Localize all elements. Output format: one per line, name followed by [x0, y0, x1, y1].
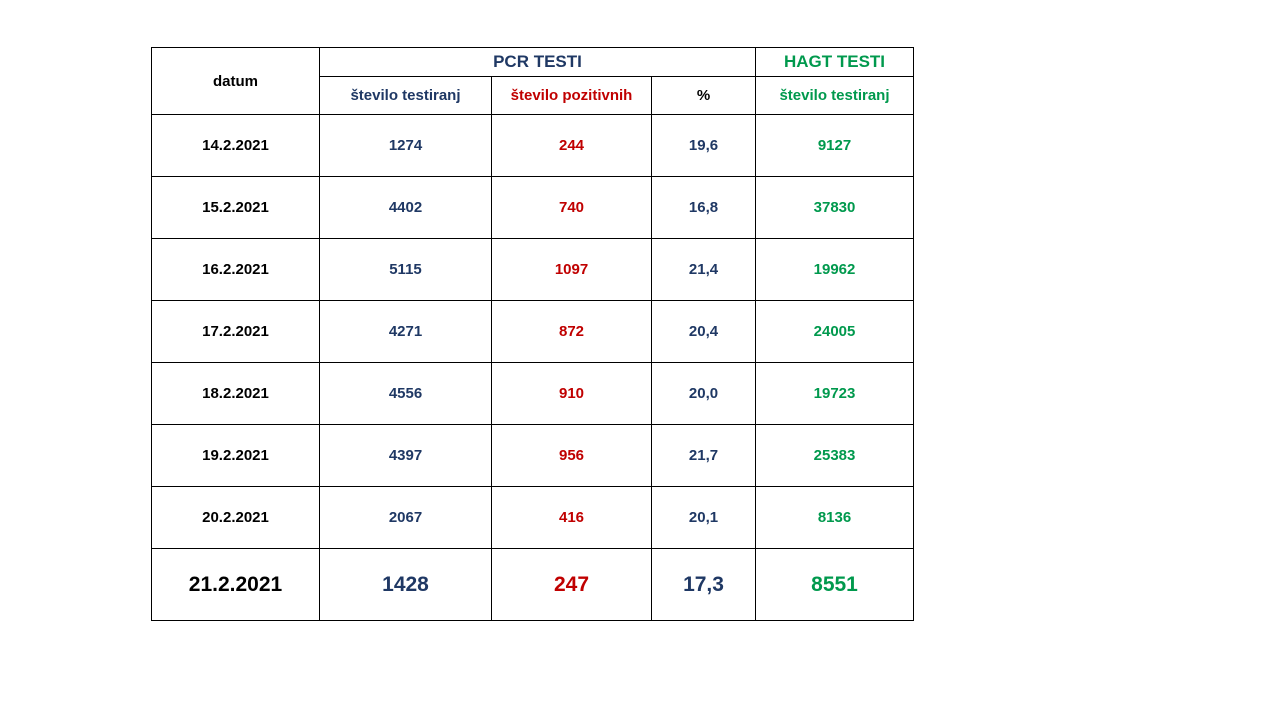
- cell-percent: 20,4: [652, 301, 756, 363]
- cell-pcr-tested: 2067: [320, 487, 492, 549]
- column-header-pcr-tested: število testiranj: [320, 77, 492, 115]
- cell-pcr-positive: 740: [492, 177, 652, 239]
- table-header-group-row: [152, 48, 914, 77]
- covid-testing-table-wrapper: [151, 47, 914, 621]
- cell-pcr-positive: 247: [492, 549, 652, 621]
- table-head: [152, 48, 914, 115]
- covid-testing-table: [151, 47, 914, 621]
- column-header-percent: %: [652, 77, 756, 115]
- cell-hagt-tested: 8136: [756, 487, 914, 549]
- cell-pcr-positive: 910: [492, 363, 652, 425]
- cell-hagt-tested: 9127: [756, 115, 914, 177]
- table-row: [152, 239, 914, 301]
- table-row: [152, 301, 914, 363]
- cell-date: 19.2.2021: [152, 425, 320, 487]
- cell-pcr-positive: 872: [492, 301, 652, 363]
- cell-date: 16.2.2021: [152, 239, 320, 301]
- table-row: [152, 363, 914, 425]
- cell-date: 15.2.2021: [152, 177, 320, 239]
- cell-hagt-tested: 24005: [756, 301, 914, 363]
- column-header-pcr-positive: število pozitivnih: [492, 77, 652, 115]
- cell-percent: 20,0: [652, 363, 756, 425]
- table-row: [152, 115, 914, 177]
- cell-percent: 21,7: [652, 425, 756, 487]
- cell-hagt-tested: 19723: [756, 363, 914, 425]
- cell-pcr-tested: 4556: [320, 363, 492, 425]
- cell-percent: 17,3: [652, 549, 756, 621]
- column-group-header-pcr: PCR TESTI: [320, 48, 756, 77]
- cell-pcr-positive: 416: [492, 487, 652, 549]
- column-group-header-hagt: HAGT TESTI: [756, 48, 914, 77]
- cell-hagt-tested: 25383: [756, 425, 914, 487]
- cell-pcr-positive: 1097: [492, 239, 652, 301]
- cell-hagt-tested: 37830: [756, 177, 914, 239]
- cell-percent: 21,4: [652, 239, 756, 301]
- cell-pcr-tested: 4397: [320, 425, 492, 487]
- table-row: [152, 177, 914, 239]
- cell-date: 17.2.2021: [152, 301, 320, 363]
- cell-percent: 19,6: [652, 115, 756, 177]
- cell-pcr-tested: 5115: [320, 239, 492, 301]
- table-body: [152, 115, 914, 621]
- cell-percent: 20,1: [652, 487, 756, 549]
- cell-pcr-positive: 956: [492, 425, 652, 487]
- column-header-date: datum: [152, 48, 320, 115]
- cell-percent: 16,8: [652, 177, 756, 239]
- cell-date: 20.2.2021: [152, 487, 320, 549]
- cell-hagt-tested: 8551: [756, 549, 914, 621]
- column-header-hagt-tested: število testiranj: [756, 77, 914, 115]
- table-row: [152, 425, 914, 487]
- cell-date: 18.2.2021: [152, 363, 320, 425]
- table-row: [152, 487, 914, 549]
- cell-pcr-tested: 4271: [320, 301, 492, 363]
- cell-pcr-tested: 4402: [320, 177, 492, 239]
- cell-pcr-positive: 244: [492, 115, 652, 177]
- cell-pcr-tested: 1428: [320, 549, 492, 621]
- cell-date: 21.2.2021: [152, 549, 320, 621]
- cell-hagt-tested: 19962: [756, 239, 914, 301]
- table-row-latest: [152, 549, 914, 621]
- cell-date: 14.2.2021: [152, 115, 320, 177]
- cell-pcr-tested: 1274: [320, 115, 492, 177]
